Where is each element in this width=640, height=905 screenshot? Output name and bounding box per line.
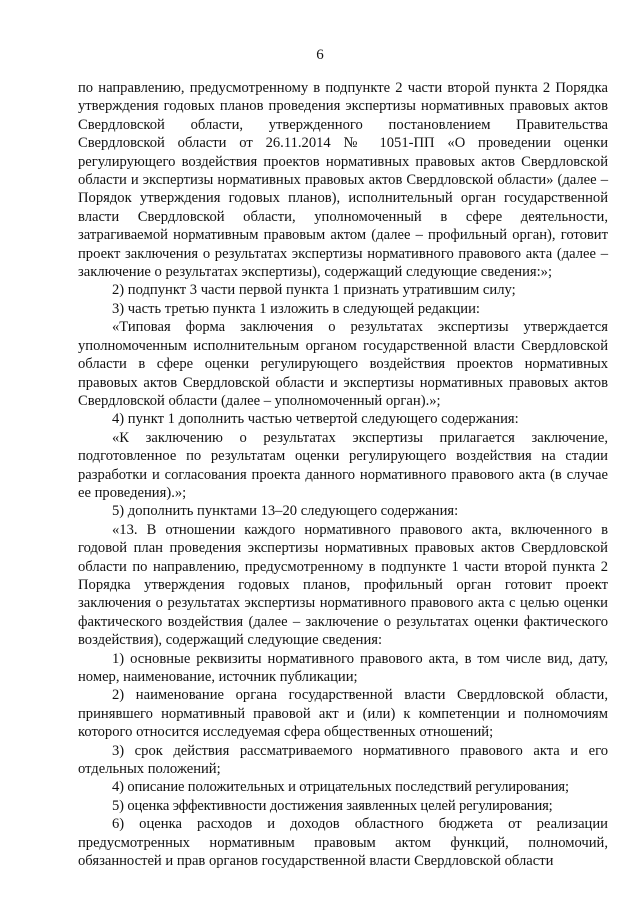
paragraph-subitem-1: 1) основные реквизиты нормативного правового акта, в том числе вид, дату, номер, наименование, источник публикации; [78,650,608,685]
paragraph-item-3: 3) часть третью пункта 1 изложить в следующей редакции: [112,300,480,317]
document-body [78,79,608,870]
paragraph-item-4: 4) пункт 1 дополнить частью четвертой следующего содержания: [112,411,519,428]
paragraph-quote-typical-form: «Типовая форма заключения о результатах экспертизы утверждается уполномоченным исполнительным органом государственной власти Свердловской области в сфере оценки регулирующего воздействия проектов нормативных правовых актов Свердловской области и экспертизы нормативных правовых актов Свердловской области (далее – уполномоченный орган).»; [78,319,608,409]
paragraph-item-5: 5) дополнить пунктами 13–20 следующего содержания: [112,503,459,520]
paragraph-subitem-3: 3) срок действия рассматриваемого нормативного правового акта и его отдельных положений; [78,742,608,778]
paragraph-continuation: по направлению, предусмотренному в подпункте 2 части второй пункта 2 Порядка утверждения годовых планов проведения экспертизы нормативных правовых актов Свердловской области, утвержденного постановлением Правительства Свердловской области от 26.11.2014 № 1051-ПП «О проведении оценки регулирующего воздействия проектов нормативных правовых актов Свердловской области и экспертизы нормативных правовых актов Свердловской области» (далее – Порядок утверждения годовых планов), исполнительный орган государственной власти Свердловской области, уполномоченный в сфере деятельности, затрагиваемой нормативным правовым актом (далее – профильный орган), готовит проект заключения о результатах экспертизы нормативного правового акта (далее – заключение о результатах экспертизы), содержащий следующие сведения:»; [78,80,608,281]
paragraph-point-13: «13. В отношении каждого нормативного правового акта, включенного в годовой план проведения экспертизы нормативных правовых актов Свердловской области по направлению, предусмотренному в подпункте 1 части второй пункта 2 Порядка утверждения годовых планов, профильный орган готовит проект заключения о результатах экспертизы нормативного правового акта с целью оценки фактического воздействия (далее – заключение о результатах оценки фактического воздействия), содержащий следующие сведения: [78,521,608,649]
paragraph-item-2: 2) подпункт 3 части первой пункта 1 признать утратившим силу; [112,282,516,299]
page-number: 6 [316,47,324,63]
paragraph-subitem-2: 2) наименование органа государственной власти Свердловской области, принявшего нормативный правовой акт и (или) к компетенции и полномочиям которого относится исследуемая сфера общественных отношений; [78,687,608,741]
paragraph-subitem-4: 4) описание положительных и отрицательных последствий регулирования; [112,779,569,796]
paragraph-quote-attachment: «К заключению о результатах экспертизы прилагается заключение, подготовленное по результатам оценки регулирующего воздействия на стадии разработки и согласования проекта данного нормативного правового акта (в случае ее проведения).»; [78,429,608,501]
paragraph-subitem-6: 6) оценка расходов и доходов областного бюджета от реализации предусмотренных нормативным правовым актом функций, полномочий, обязанностей и прав органов государственной власти Свердловской области [78,816,608,870]
paragraph-subitem-5: 5) оценка эффективности достижения заявленных целей регулирования; [112,797,553,814]
